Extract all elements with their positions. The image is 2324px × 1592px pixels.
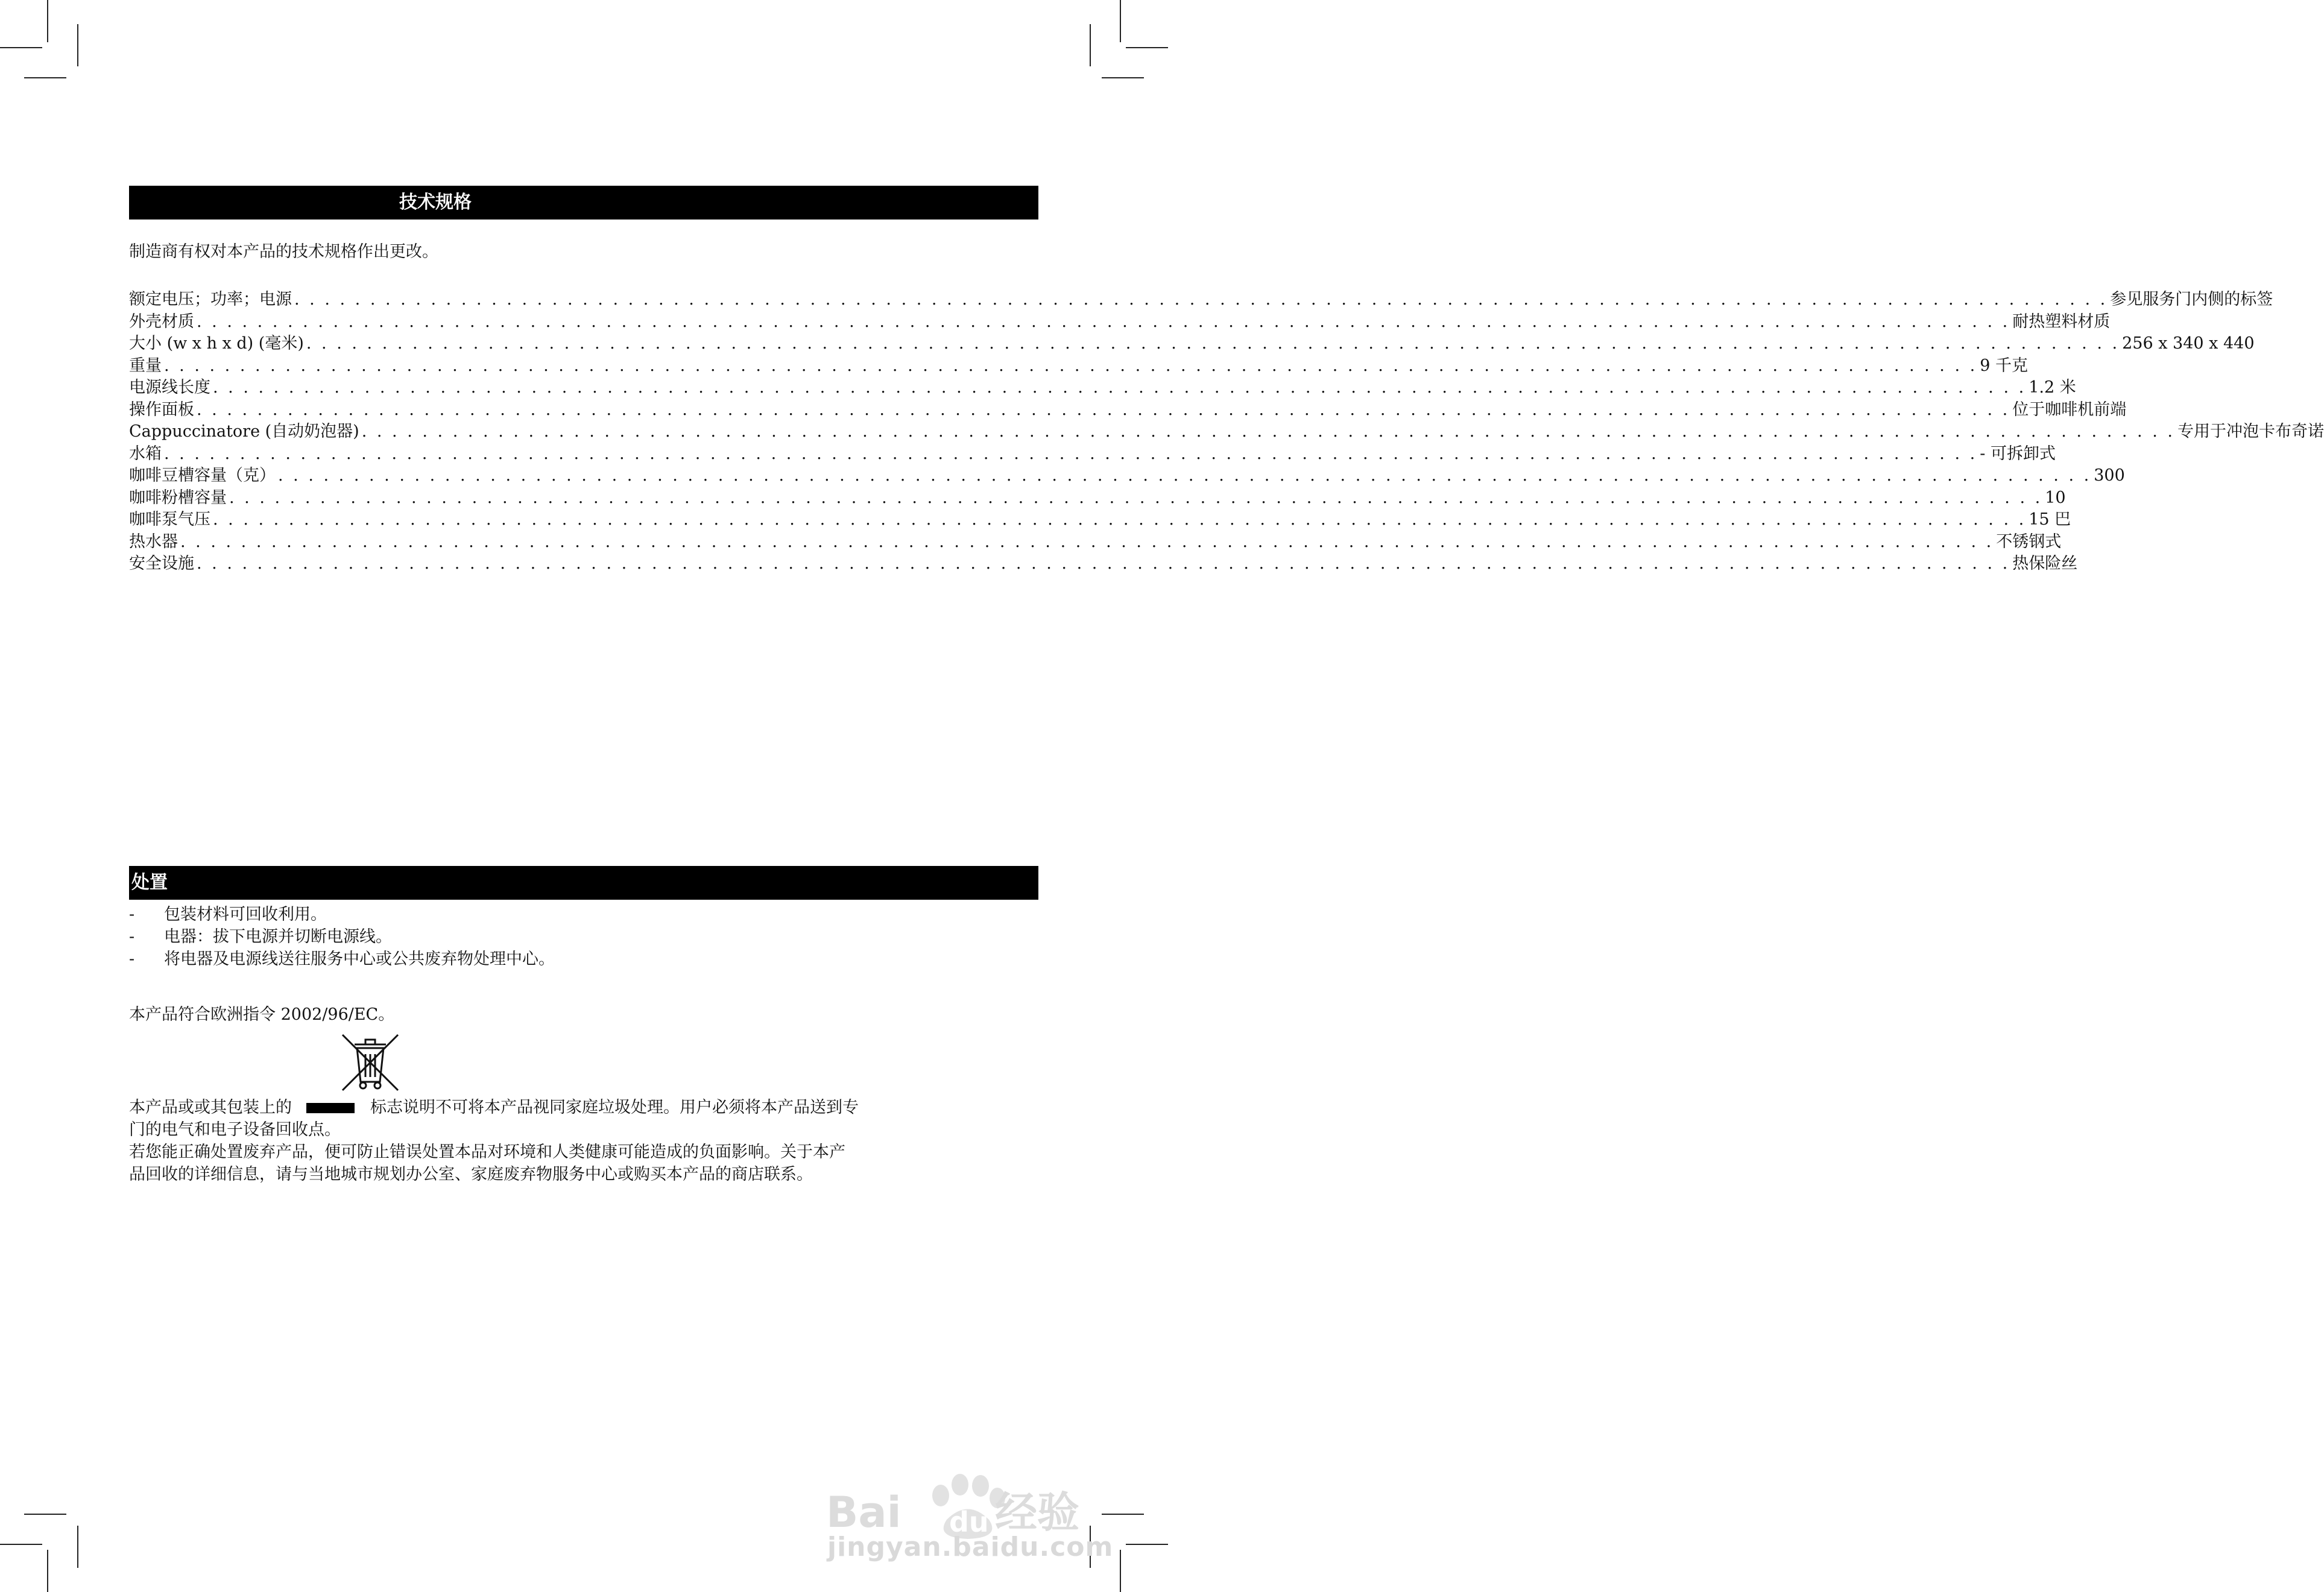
spec-row [129,352,2028,375]
weee-text-after: 标志说明不可将本产品视同家庭垃圾处理。用户必须将本产品送到专 [370,1098,859,1117]
crop-mark [1090,24,1091,66]
crop-mark [0,47,42,48]
crossed-out-wheelie-bin-icon [339,1032,402,1093]
spec-value: 耐热塑料材质 [2012,312,2111,331]
spec-label: 咖啡豆槽容量（克） [129,466,276,485]
spec-row [129,506,2071,529]
spec-label: 额定电压；功率；电源 [129,290,292,309]
spec-value: 参见服务门内侧的标签 [2110,290,2273,309]
crop-mark [1120,0,1121,42]
dot-leader: . . . . . . . . . . . . . . . . . . . . . . . . . . . . . . . . . . . . . . . . . . . . . . . . . . . . . . . . . . . . . . . . . . . . . . . . . . . . . . . . . . . . . . . . . . . . . . . . . . . . . . . . . . . . . . . . . . . . . . . . [361,422,2175,441]
dot-leader: . . . . . . . . . . . . . . . . . . . . . . . . . . . . . . . . . . . . . . . . . . . . . . . . . . . . . . . . . . . . . . . . . . . . . . . . . . . . . . . . . . . . . . . . . . . . . . . . . . . . . . . . . . . . . . . . . . . . . . . . [278,466,2092,485]
spec-label: 安全设施 [129,554,194,573]
disposal-benefit-line2: 品回收的详细信息，请与当地城市规划办公室、家庭废弃物服务中心或购买本产品的商店联系。 [129,1165,813,1184]
spec-label: 热水器 [129,532,178,551]
crop-mark [1126,47,1168,48]
spec-row [129,484,2066,507]
disposal-section-title: 处置 [131,872,168,893]
directive-text: 本产品符合欧洲指令 2002/96/EC。 [129,1005,395,1024]
spec-row [129,308,2111,331]
crop-mark [1102,1514,1144,1515]
spec-row [129,440,2056,463]
spec-row [129,418,2324,441]
specs-section-title: 技术规格 [399,192,472,213]
spec-row [129,374,2076,397]
list-item: - 电器：拔下电源并切断电源线。 [129,926,555,948]
dot-leader: . . . . . . . . . . . . . . . . . . . . . . . . . . . . . . . . . . . . . . . . . . . . . . . . . . . . . . . . . . . . . . . . . . . . . . . . . . . . . . . . . . . . . . . . . . . . . . . . . . . . . . . . . . . . . . . . . . . . . . . . [197,554,2010,573]
list-item-text: 包装材料可回收利用。 [164,905,327,924]
spec-value: 256 x 340 x 440 [2122,334,2255,353]
specs-section-header [129,186,1038,220]
crop-mark [47,0,48,42]
crop-mark [24,1514,66,1515]
dot-leader: . . . . . . . . . . . . . . . . . . . . . . . . . . . . . . . . . . . . . . . . . . . . . . . . . . . . . . . . . . . . . . . . . . . . . . . . . . . . . . . . . . . . . . . . . . . . . . . . . . . . . . . . . . . . . . . . . . . . . . . . [306,334,2120,353]
list-item: - 包装材料可回收利用。 [129,903,555,926]
specs-intro: 制造商有权对本产品的技术规格作出更改。 [129,242,438,261]
spec-label: 操作面板 [129,400,194,419]
dot-leader: . . . . . . . . . . . . . . . . . . . . . . . . . . . . . . . . . . . . . . . . . . . . . . . . . . . . . . . . . . . . . . . . . . . . . . . . . . . . . . . . . . . . . . . . . . . . . . . . . . . . . . . . . . . . . . . . . . . . . . . . [213,378,2027,397]
spec-value: 10 [2045,488,2066,507]
crop-mark [47,1550,48,1592]
spec-value: 热保险丝 [2012,554,2078,573]
dot-leader: . . . . . . . . . . . . . . . . . . . . . . . . . . . . . . . . . . . . . . . . . . . . . . . . . . . . . . . . . . . . . . . . . . . . . . . . . . . . . . . . . . . . . . . . . . . . . . . . . . . . . . . . . . . . . . . . . . . . . . . . [294,290,2108,309]
dot-leader: . . . . . . . . . . . . . . . . . . . . . . . . . . . . . . . . . . . . . . . . . . . . . . . . . . . . . . . . . . . . . . . . . . . . . . . . . . . . . . . . . . . . . . . . . . . . . . . . . . . . . . . . . . . . . . . . . . . . . . . . [164,356,1978,375]
specs-list [129,286,2324,573]
crop-mark [1126,1544,1168,1545]
weee-paragraph [129,1096,1034,1186]
watermark-url: jingyan.baidu.com [827,1532,1114,1562]
weee-text-line2: 门的电气和电子设备回收点。 [129,1120,341,1139]
spec-value: 专用于冲泡卡布奇诺 [2177,422,2324,441]
weee-text-before: 本产品或或其包装上的 [129,1098,292,1117]
spec-label: 外壳材质 [129,312,194,331]
dot-leader: . . . . . . . . . . . . . . . . . . . . . . . . . . . . . . . . . . . . . . . . . . . . . . . . . . . . . . . . . . . . . . . . . . . . . . . . . . . . . . . . . . . . . . . . . . . . . . . . . . . . . . . . . . . . . . . . . . . . . . . . [164,444,1978,463]
spec-value: 300 [2094,466,2125,485]
dot-leader: . . . . . . . . . . . . . . . . . . . . . . . . . . . . . . . . . . . . . . . . . . . . . . . . . . . . . . . . . . . . . . . . . . . . . . . . . . . . . . . . . . . . . . . . . . . . . . . . . . . . . . . . . . . . . . . . . . . . . . . . [213,510,2027,529]
spec-label: 大小 (w x h x d) (毫米) [129,334,304,353]
spec-label: 咖啡泵气压 [129,510,210,529]
spec-value: 9 千克 [1980,356,2028,375]
spec-value: 1.2 米 [2029,378,2076,397]
list-item: - 将电器及电源线送往服务中心或公共废弃物处理中心。 [129,948,555,970]
dot-leader: . . . . . . . . . . . . . . . . . . . . . . . . . . . . . . . . . . . . . . . . . . . . . . . . . . . . . . . . . . . . . . . . . . . . . . . . . . . . . . . . . . . . . . . . . . . . . . . . . . . . . . . . . . . . . . . . . . . . . . . . [180,532,1994,551]
list-item-text: 电器：拔下电源并切断电源线。 [164,927,392,946]
svg-text:经验: 经验 [995,1488,1079,1537]
spec-label: 咖啡粉槽容量 [129,488,227,507]
spec-row [129,330,2255,353]
crop-mark [77,1526,78,1568]
black-bar-mark [306,1103,355,1113]
crop-mark [1120,1550,1121,1592]
spec-row [129,528,2062,551]
crop-mark [0,1544,42,1545]
crop-mark [24,77,66,78]
spec-row [129,396,2127,419]
spec-label: 电源线长度 [129,378,210,397]
dot-leader: . . . . . . . . . . . . . . . . . . . . . . . . . . . . . . . . . . . . . . . . . . . . . . . . . . . . . . . . . . . . . . . . . . . . . . . . . . . . . . . . . . . . . . . . . . . . . . . . . . . . . . . . . . . . . . . . . . . . . . . . [197,312,2010,331]
spec-label: 水箱 [129,444,162,463]
list-item-text: 将电器及电源线送往服务中心或公共废弃物处理中心。 [164,950,555,968]
disposal-list [129,903,555,970]
disposal-benefit-line1: 若您能正确处置废弃产品，便可防止错误处置本品对环境和人类健康可能造成的负面影响。关于本产 [129,1143,845,1161]
spec-value: 不锈钢式 [1996,532,2062,551]
spec-value: 15 巴 [2029,510,2071,529]
spec-row [129,462,2125,485]
svg-text:du: du [949,1506,989,1538]
spec-value: - 可拆卸式 [1980,444,2056,463]
svg-text:Bai: Bai [826,1488,901,1537]
disposal-section-header [129,866,1038,900]
dot-leader: . . . . . . . . . . . . . . . . . . . . . . . . . . . . . . . . . . . . . . . . . . . . . . . . . . . . . . . . . . . . . . . . . . . . . . . . . . . . . . . . . . . . . . . . . . . . . . . . . . . . . . . . . . . . . . . . . . . . . . . . [229,488,2043,507]
dot-leader: . . . . . . . . . . . . . . . . . . . . . . . . . . . . . . . . . . . . . . . . . . . . . . . . . . . . . . . . . . . . . . . . . . . . . . . . . . . . . . . . . . . . . . . . . . . . . . . . . . . . . . . . . . . . . . . . . . . . . . . . [197,400,2010,419]
spec-label: 重量 [129,356,162,375]
spec-label: Cappuccinatore (自动奶泡器) [129,422,359,441]
crop-mark [77,24,78,66]
spec-row [129,550,2078,573]
crop-mark [1102,77,1144,78]
spec-value: 位于咖啡机前端 [2012,400,2127,419]
spec-row [129,286,2273,309]
